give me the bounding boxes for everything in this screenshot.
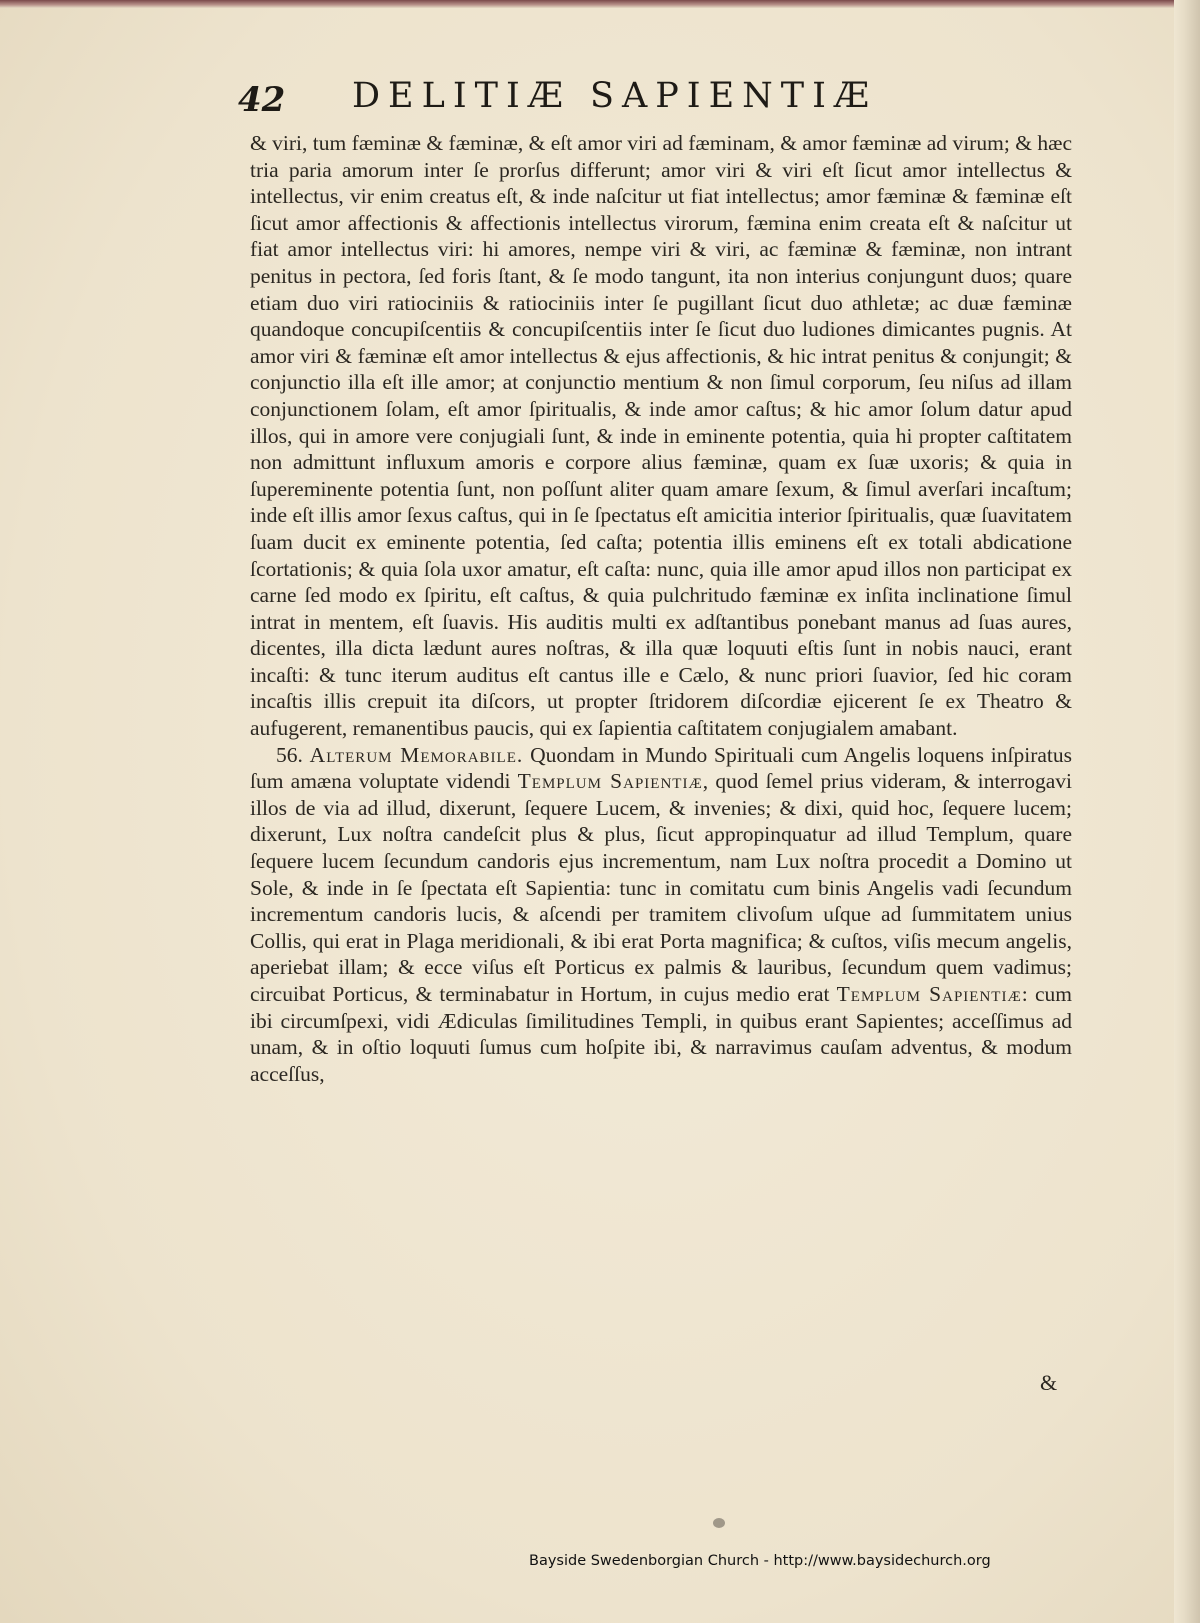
- paragraph-1: & viri, tum fæminæ & fæminæ, & eſt amor viri ad fæminam, & amor fæminæ ad virum; & hæc tria paria amorum inter ſe prorſus differunt; amor viri & viri eſt ſicut amor intellectus & intellectus, vir enim creatus eſt, & inde naſcitur ut fiat intellectus; amor fæminæ & fæminæ eſt ſicut amor affectionis & affectionis intellectus virorum, fæmina enim creata eſt & naſcitur ut fiat amor intellectus viri: hi amores, nempe viri & viri, ac fæminæ & fæminæ, non intrant penitus in pectora, ſed foris ſtant, & ſe modo tangunt, ita non interius conjungunt duos; quare etiam duo viri ratiociniis & ratiociniis inter ſe pugillant ſicut duo athletæ; ac duæ fæminæ quandoque concupiſcentiis & concupiſcentiis inter ſe ſicut duo ludiones dimicantes pugnis. At amor viri & fæminæ eſt amor intellectus & ejus affectionis, & hic intrat penitus & conjungit; & conjunctio illa eſt ille amor; at conjunctio mentium & non ſimul corporum, ſeu niſus ad illam conjunctionem ſolam, eſt amor ſpiritualis, & inde amor caſtus; & hic amor ſolum datur apud illos, qui in amore vere conjugiali ſunt, & inde in eminente potentia, quia hi propter caſtitatem non admittunt influxum amoris e corpore alius fæminæ, quam ex ſuæ uxoris; & quia in ſupereminente potentia ſunt, non poſſunt aliter quam amare ſexum, & ſimul averſari incaſtum; inde eſt illis amor ſexus caſtus, qui in ſe ſpectatus eſt amicitia interior ſpiritualis, quæ ſuavitatem ſuam ducit ex eminente potentia, ſed caſta; potentia illis eminens eſt ex totali abdicatione ſcortationis; & quia ſola uxor amatur, eſt caſta: nunc, quia ille amor apud illos non participat ex carne ſed modo ex ſpiritu, eſt caſtus, & quia pulchritudo fæminæ ex inſita inclinatione ſimul intrat in mentem, eſt ſuavis. His auditis multi ex adſtantibus ponebant manus ad ſuas aures, dicentes, illa dicta lædunt aures noſtras, & illa quæ loquuti eſtis ſunt in nobis nauci, erant incaſti: & tunc iterum auditus eſt cantus ille e Cælo, & nunc priori ſuavior, ſed hic coram incaſtis illis crepuit ita diſcors, ut propter ſtridorem diſcordiæ ejicerent ſe ex Theatro & aufugerent, remanentibus paucis, qui ex ſapientia caſtitatem conjugialem amabant.: [250, 131, 1072, 741]
- page-number: 42: [238, 80, 286, 120]
- paragraph-heading: Alterum Memorabile.: [309, 742, 524, 767]
- templum-sapientiae-term: Templum Sapientiæ: [517, 769, 703, 794]
- catchword: &: [1040, 1370, 1058, 1395]
- templum-sapientiae-term-2: Templum Sapientiæ: [836, 982, 1022, 1006]
- page-right-edge: [1174, 0, 1200, 1623]
- printer-ornament-icon: [713, 1518, 725, 1528]
- paragraph-2-text-a: Quondam in Mundo Spirituali cum Angelis loquens inſpiratus ſum amæna voluptate videndi: [250, 742, 1073, 794]
- paragraph-2: [250, 742, 1072, 1088]
- paragraph-2-text-c: : cum ibi circumſpexi, vidi Ædiculas ſimilitudines Templi, in quibus erant Sapientes; acceſſimus ad unam, & in oſtio loquuti ſumus cum hoſpite ibi, & narravimus cauſam adventus, & modum acceſſus,: [250, 982, 1072, 1086]
- page-header: [232, 74, 972, 124]
- body-text: [250, 130, 1072, 1087]
- running-head: DELITIÆ SAPIENTIÆ: [352, 76, 878, 116]
- footer-credit[interactable]: Bayside Swedenborgian Church - http://www.baysidechurch.org: [529, 1553, 991, 1569]
- paragraph-2-text-b: , quod ſemel prius videram, & interrogavi illos de via ad illud, dixerunt, ſequere Lucem, & invenies; & dixi, quid hoc, ſequere lucem; dixerunt, Lux noſtra candeſcit plus & plus, ſicut appropinquatur ad illud Templum, quare ſequere lucem ſecundum candoris ejus incrementum, nam Lux noſtra procedit a Domino ut Sole, & inde in ſe ſpectata eſt Sapientia: tunc in comitatu cum binis Angelis vadi ſecundum incrementum candoris lucis, & aſcendi per tramitem clivoſum uſque ad ſummitatem unius Collis, qui erat in Plaga meridionali, & ibi erat Porta magnifica; & cuſtos, viſis mecum angelis, aperiebat illam; & ecce viſus eſt Porticus ex palmis & lauribus, ſecundum quem vadimus; circuibat Porticus, & terminabatur in Hortum, in cujus medio erat: [250, 769, 1073, 1006]
- paragraph-number: 56.: [276, 742, 303, 767]
- page-top-edge: [0, 0, 1200, 8]
